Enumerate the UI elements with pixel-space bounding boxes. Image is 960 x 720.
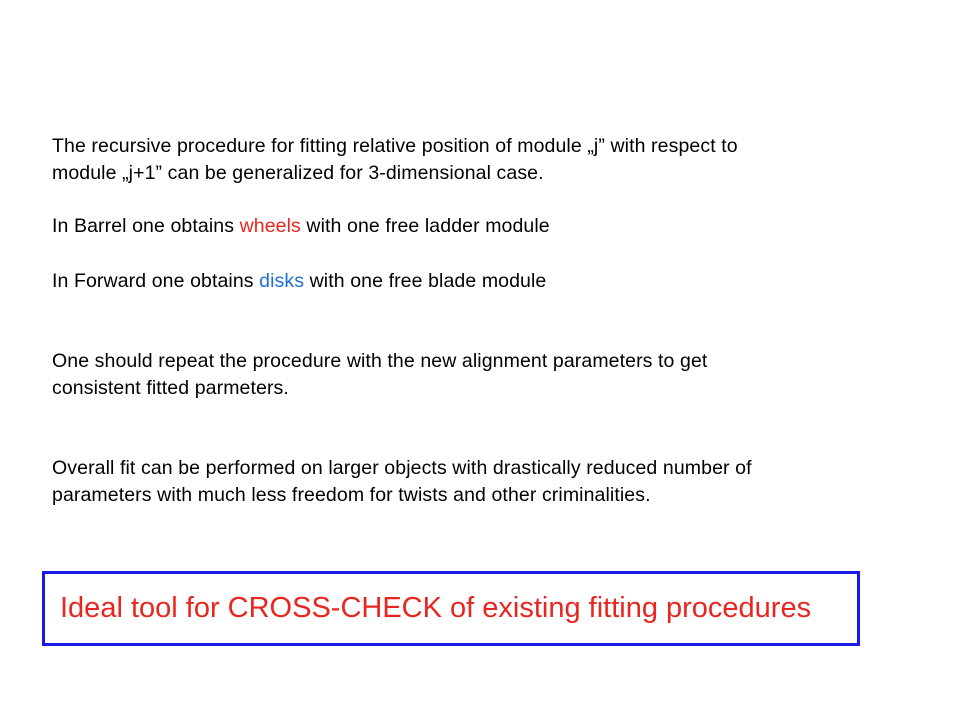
paragraph-line: The recursive procedure for fitting relative position of module „j” with respect to — [52, 135, 738, 157]
barrel-text-before: In Barrel one obtains — [52, 215, 240, 237]
paragraph-recursive-procedure — [52, 133, 912, 187]
paragraph-line: Overall fit can be performed on larger objects with drastically reduced number of — [52, 457, 752, 479]
wheels-highlight: wheels — [239, 215, 301, 237]
forward-text-after: with one free blade module — [304, 270, 547, 292]
paragraph-line: parameters with much less freedom for twists and other criminalities. — [52, 484, 651, 506]
paragraph-barrel — [52, 213, 912, 240]
disks-highlight: disks — [259, 270, 305, 292]
paragraph-overall-fit — [52, 455, 912, 509]
paragraph-line: module „j+1” can be generalized for 3-dimensional case. — [52, 162, 544, 184]
paragraph-repeat-procedure — [52, 348, 912, 402]
paragraph-line: One should repeat the procedure with the new alignment parameters to get — [52, 350, 708, 372]
paragraph-line: consistent fitted parmeters. — [52, 377, 289, 399]
barrel-text-after: with one free ladder module — [300, 215, 550, 237]
paragraph-forward — [52, 268, 912, 295]
callout-text: Ideal tool for CROSS-CHECK of existing fitting procedures — [60, 592, 812, 624]
forward-text-before: In Forward one obtains — [52, 270, 260, 292]
